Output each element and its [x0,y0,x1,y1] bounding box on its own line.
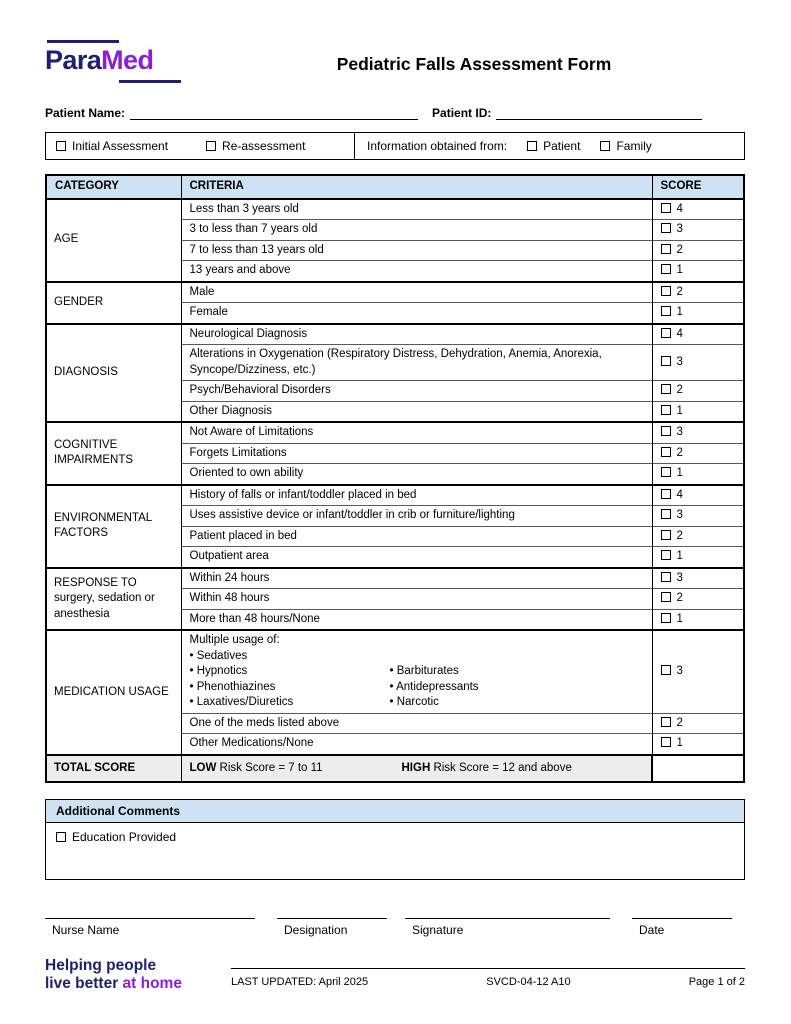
initial-assessment-checkbox[interactable] [56,141,66,151]
last-updated-text: LAST UPDATED: April 2025 [231,976,369,988]
score-cell [652,734,744,755]
score-cell [652,485,744,506]
score-checkbox[interactable] [661,405,671,415]
score-value: 1 [676,264,683,277]
score-value: 2 [676,592,683,605]
document-code: SVCD-04-12 A10 [486,976,571,988]
score-value: 2 [676,716,683,729]
logo-wordmark [45,47,203,74]
total-score-legend [181,755,652,782]
info-family-option [600,139,651,153]
logo-part-med: Med [101,45,154,75]
initial-assessment-option [56,139,168,153]
score-value: 3 [676,223,683,236]
criteria-cell: Less than 3 years old [181,199,652,220]
score-cell [652,282,744,303]
tagline-line1: Helping people [45,957,157,974]
score-checkbox[interactable] [661,467,671,477]
signature-label: Signature [412,922,464,937]
reassessment-label: Re-assessment [222,139,306,153]
score-value: 3 [676,355,683,368]
info-family-label: Family [616,139,652,153]
score-cell [652,381,744,402]
score-checkbox[interactable] [661,384,671,394]
score-cell [652,240,744,261]
score-cell [652,547,744,568]
criteria-cell: Alterations in Oxygenation (Respiratory Distress, Dehydration, Anemia, Anorexia, Syncope/Dizziness, etc.) [181,345,652,381]
score-checkbox[interactable] [661,203,671,213]
score-checkbox[interactable] [661,286,671,296]
info-patient-checkbox[interactable] [527,141,537,151]
total-score-row [46,755,744,782]
score-value: 1 [676,737,683,750]
score-checkbox[interactable] [661,572,671,582]
score-checkbox[interactable] [661,426,671,436]
brand-tagline [45,957,231,998]
table-header-row [46,175,744,199]
criteria-cell: Not Aware of Limitations [181,422,652,443]
table-row [46,422,744,443]
criteria-cell: Neurological Diagnosis [181,324,652,345]
score-cell [652,345,744,381]
category-cell: DIAGNOSIS [46,324,181,423]
info-family-checkbox[interactable] [600,141,610,151]
high-risk-legend: HIGH Risk Score = 12 and above [401,762,572,775]
info-patient-option [527,139,580,153]
score-checkbox[interactable] [661,264,671,274]
score-checkbox[interactable] [661,223,671,233]
score-checkbox[interactable] [661,509,671,519]
criteria-cell: 3 to less than 7 years old [181,220,652,241]
category-column-header: CATEGORY [46,175,181,199]
logo-top-rule [47,40,119,43]
criteria-cell: Within 48 hours [181,589,652,610]
table-row [46,324,744,345]
score-column-header: SCORE [652,175,744,199]
score-value: 2 [676,285,683,298]
additional-comments-area[interactable] [46,823,744,879]
page-header [45,40,745,83]
score-checkbox[interactable] [661,613,671,623]
patient-name-label: Patient Name: [45,106,126,120]
patient-id-field[interactable] [496,105,702,120]
score-value: 4 [676,327,683,340]
table-row [46,199,744,220]
score-cell [652,609,744,630]
page-footer [45,957,745,998]
total-score-label: TOTAL SCORE [46,755,181,782]
footer-meta-bar [231,968,745,998]
score-checkbox[interactable] [661,489,671,499]
score-checkbox[interactable] [661,737,671,747]
score-value: 2 [676,529,683,542]
information-source-cell [354,133,744,159]
score-value: 2 [676,384,683,397]
score-checkbox[interactable] [661,665,671,675]
score-value: 1 [676,306,683,319]
date-label: Date [639,922,665,937]
score-cell [652,401,744,422]
designation-label: Designation [284,922,348,937]
score-cell [652,220,744,241]
info-patient-label: Patient [543,139,581,153]
score-cell [652,464,744,485]
criteria-cell: Patient placed in bed [181,526,652,547]
criteria-cell: Forgets Limitations [181,443,652,464]
score-value: 2 [676,243,683,256]
nurse-name-label: Nurse Name [52,922,120,937]
signature-section [45,918,745,937]
page-number: Page 1 of 2 [688,976,745,988]
criteria-cell: Uses assistive device or infant/toddler in crib or furniture/lighting [181,506,652,527]
table-row [46,568,744,589]
patient-name-field[interactable] [130,105,418,120]
criteria-cell: Psych/Behavioral Disorders [181,381,652,402]
criteria-cell: Oriented to own ability [181,464,652,485]
criteria-cell: Other Diagnosis [181,401,652,422]
page-title: Pediatric Falls Assessment Form [336,54,612,74]
logo-part-para: Para [45,45,102,75]
criteria-cell: Female [181,303,652,324]
score-checkbox[interactable] [661,328,671,338]
criteria-cell: Within 24 hours [181,568,652,589]
assessment-type-cell [46,133,354,159]
tagline-line2: live better at home [45,975,182,993]
criteria-column-header: CRITERIA [181,175,652,199]
category-cell: RESPONSE TO surgery, sedation or anesthesia [46,568,181,631]
score-checkbox[interactable] [661,592,671,602]
score-cell [652,589,744,610]
additional-comments-title: Additional Comments [46,800,744,823]
score-cell [652,261,744,282]
assessment-table [45,174,745,783]
category-cell: AGE [46,199,181,282]
logo-bottom-rule [119,80,181,83]
score-value: 3 [676,509,683,522]
table-row [46,282,744,303]
category-cell: GENDER [46,282,181,324]
reassessment-option [206,139,305,153]
criteria-cell: Other Medications/None [181,734,652,755]
nurse-name-field[interactable] [45,918,255,937]
score-cell [652,303,744,324]
criteria-cell: History of falls or infant/toddler placed in bed [181,485,652,506]
score-value: 1 [676,404,683,417]
patient-id-label: Patient ID: [432,106,492,120]
education-provided-label: Education Provided [72,829,177,844]
score-checkbox[interactable] [661,306,671,316]
score-cell [652,506,744,527]
score-cell [652,324,744,345]
patient-row [45,105,745,120]
assessment-type-bar [45,132,745,160]
reassessment-checkbox[interactable] [206,141,216,151]
score-checkbox[interactable] [661,447,671,457]
score-cell [652,443,744,464]
tagline-accent: at home [122,975,182,993]
score-checkbox[interactable] [661,356,671,366]
score-cell [652,713,744,734]
criteria-cell: More than 48 hours/None [181,609,652,630]
criteria-cell: 13 years and above [181,261,652,282]
paramed-logo [45,40,203,83]
score-checkbox[interactable] [661,550,671,560]
score-value: 2 [676,446,683,459]
education-provided-option [56,830,176,844]
additional-comments-box [45,799,745,880]
score-cell [652,526,744,547]
score-checkbox[interactable] [661,244,671,254]
score-cell [652,630,744,713]
score-checkbox[interactable] [661,530,671,540]
score-cell [652,422,744,443]
category-cell: MEDICATION USAGE [46,630,181,755]
score-value: 1 [676,612,683,625]
criteria-cell: Multiple usage of: • Sedatives • Hypnotics • Barbiturates • Phenothiazines • Antidepressants • Laxatives/Diuretics • Narcotic [181,630,652,713]
score-value: 1 [676,467,683,480]
education-provided-checkbox[interactable] [56,832,66,842]
low-risk-legend: LOW Risk Score = 7 to 11 [189,762,323,775]
date-field[interactable] [632,918,732,937]
score-cell [652,568,744,589]
table-row [46,630,744,713]
score-value: 3 [676,426,683,439]
score-checkbox[interactable] [661,717,671,727]
criteria-cell: 7 to less than 13 years old [181,240,652,261]
total-score-box[interactable] [652,755,744,782]
designation-field[interactable] [277,918,387,937]
criteria-cell: One of the meds listed above [181,713,652,734]
score-value: 3 [676,665,683,678]
signature-field[interactable] [405,918,610,937]
score-value: 4 [676,488,683,501]
info-obtained-label: Information obtained from: [367,139,508,153]
criteria-cell: Male [181,282,652,303]
initial-assessment-label: Initial Assessment [72,139,169,153]
table-row [46,485,744,506]
assessment-table-body [46,199,744,755]
category-cell: COGNITIVE IMPAIRMENTS [46,422,181,485]
criteria-cell: Outpatient area [181,547,652,568]
score-value: 1 [676,550,683,563]
score-value: 4 [676,202,683,215]
category-cell: ENVIRONMENTAL FACTORS [46,485,181,568]
score-cell [652,199,744,220]
score-value: 3 [676,571,683,584]
